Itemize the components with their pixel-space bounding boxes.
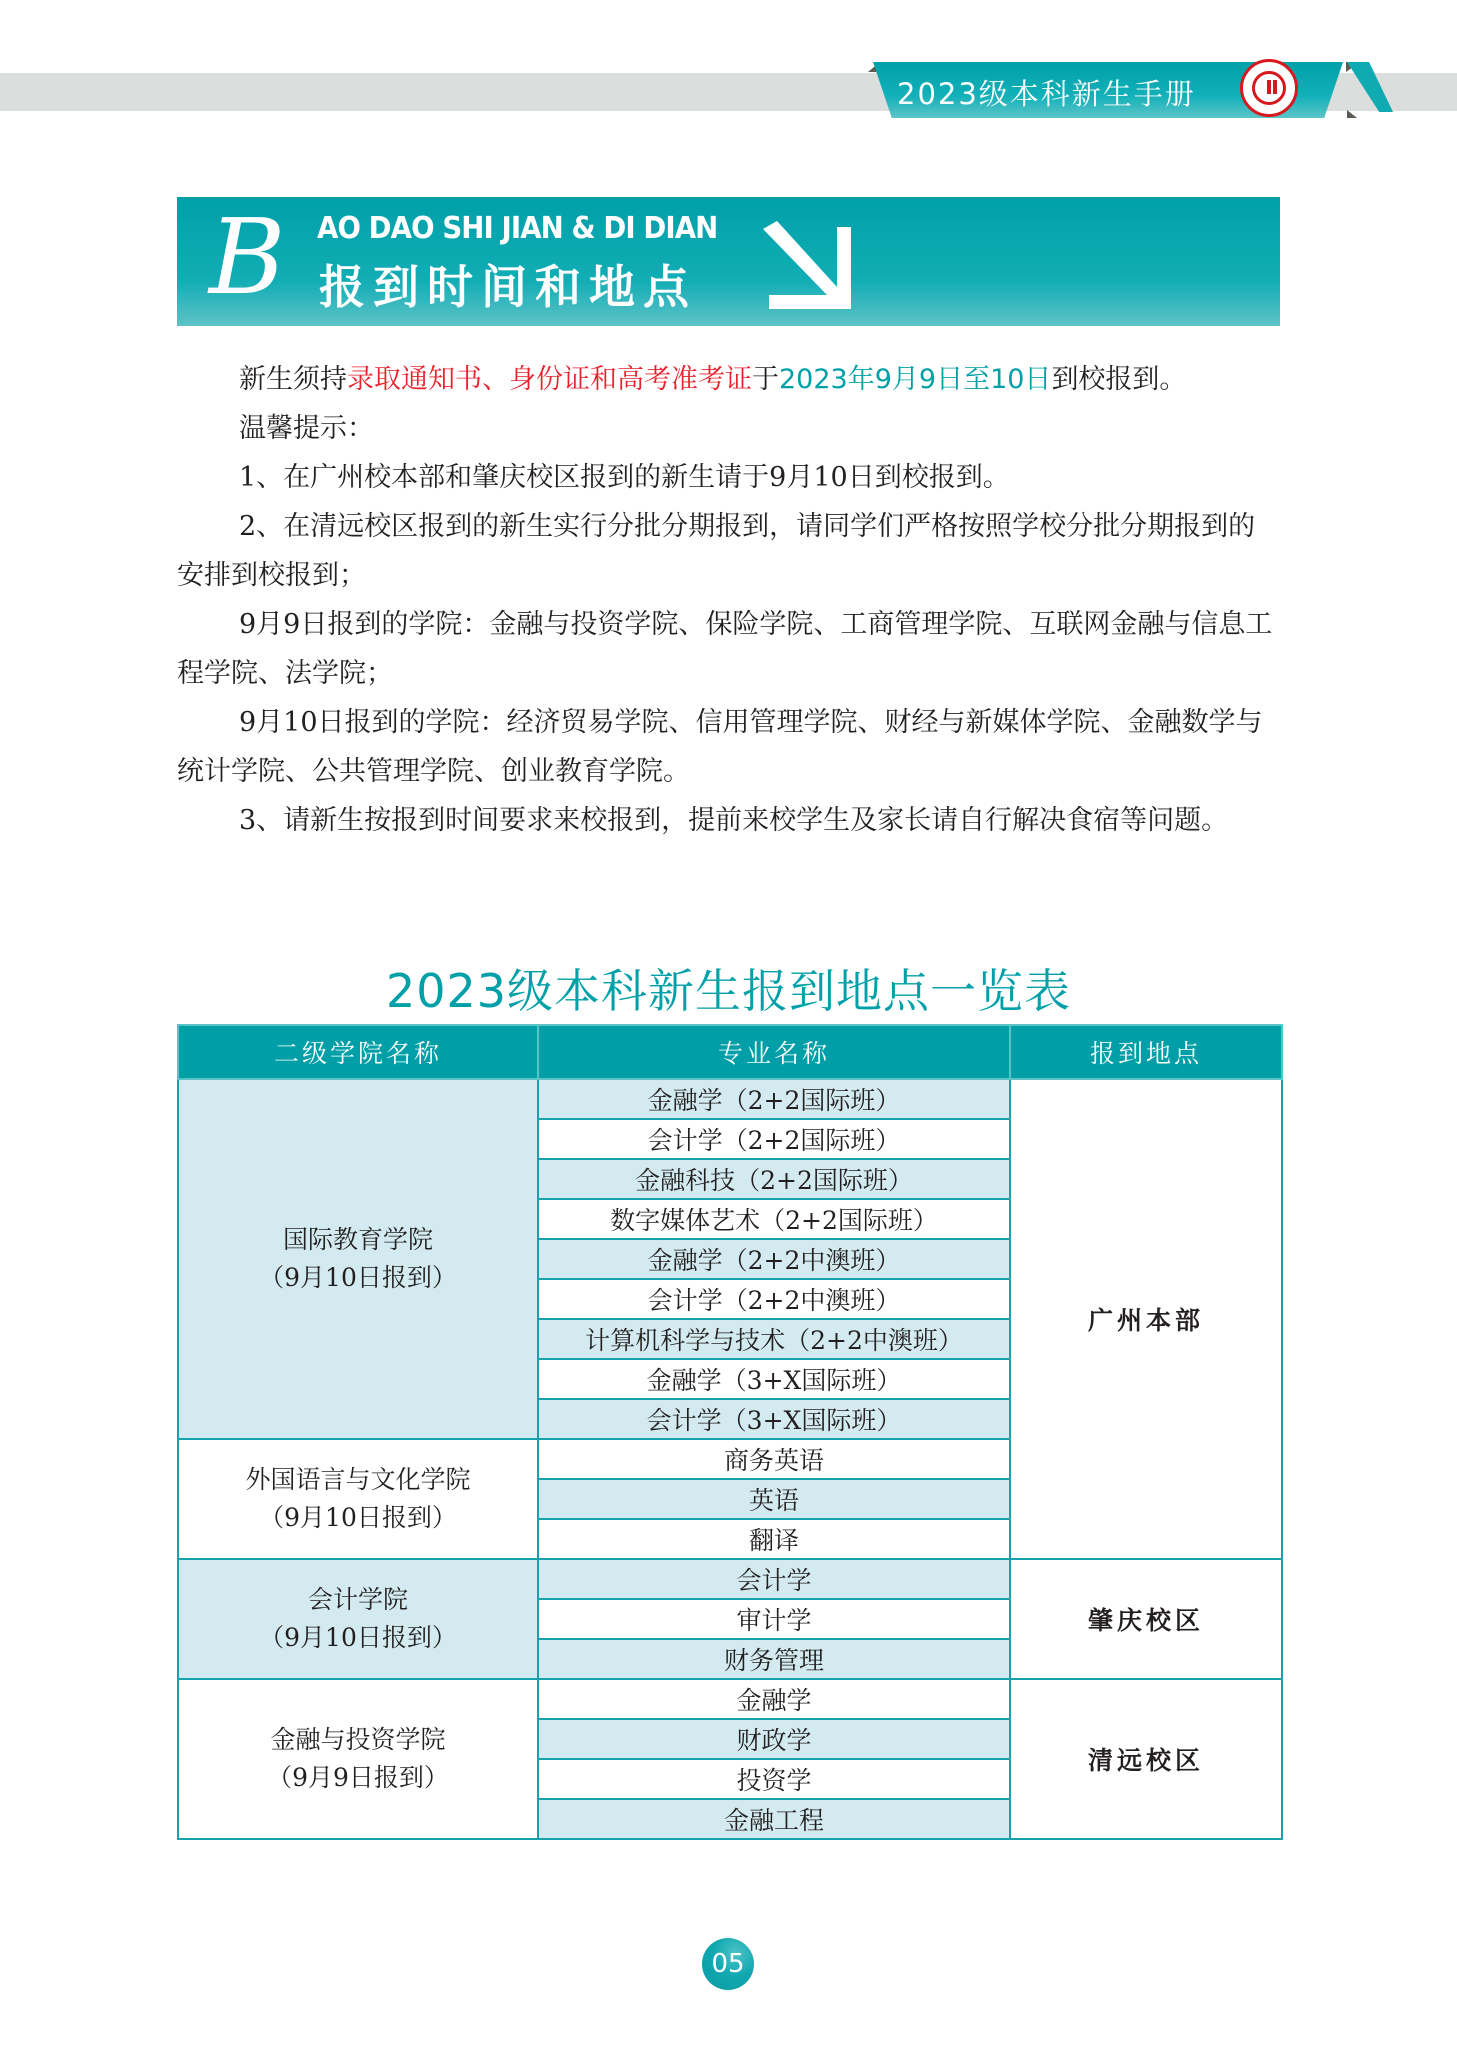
table-title: 2023级本科新生报到地点一览表 [385,964,1072,1018]
college-cell [178,1679,538,1839]
intro-paragraph [177,355,1280,404]
college-date: （9月9日报到） [267,1763,449,1792]
section-banner [177,197,1280,326]
section-title: 报到时间和地点 [319,260,697,314]
tips-heading: 温馨提示： [239,413,374,444]
major-cell: 会计学（3+X国际班） [538,1399,1010,1439]
major-cell: 会计学（2+2国际班） [538,1119,1010,1159]
tip-item: 1、在广州校本部和肇庆校区报到的新生请于9月10日到校报到。 [239,462,1010,493]
college-name: 国际教育学院 [282,1225,433,1254]
section-pinyin: AO DAO SHI JIAN & DI DIAN [317,211,718,246]
tip-item: 9月9日报到的学院：金融与投资学院、保险学院、工商管理学院、互联网金融与信息工程学院、法学院； [177,609,1273,689]
section-letter: B [209,196,286,318]
intro-prefix: 新生须持 [239,364,347,395]
major-cell: 英语 [538,1479,1010,1519]
tip-item: 3、请新生按报到时间要求来校报到，提前来校学生及家长请自行解决食宿等问题。 [239,805,1229,836]
major-cell: 金融学 [538,1679,1010,1719]
arrow-down-right-icon [763,221,853,311]
major-cell: 金融工程 [538,1799,1010,1839]
location-cell: 清远校区 [1010,1679,1282,1839]
major-cell: 审计学 [538,1599,1010,1639]
college-name: 外国语言与文化学院 [245,1465,471,1494]
college-date: （9月10日报到） [259,1623,457,1652]
ribbon-fold [1347,110,1357,118]
major-cell: 数字媒体艺术（2+2国际班） [538,1199,1010,1239]
required-documents: 录取通知书、身份证和高考准考证 [347,364,752,395]
college-name: 金融与投资学院 [270,1725,446,1754]
intro-mid: 于 [752,364,779,395]
major-cell: 财务管理 [538,1639,1010,1679]
major-cell: 会计学 [538,1559,1010,1599]
major-cell: 投资学 [538,1759,1010,1799]
intro-suffix: 到校报到。 [1051,364,1187,395]
page-number: 05 [702,1938,754,1990]
college-name: 会计学院 [307,1585,408,1614]
header-major: 专业名称 [538,1025,1010,1079]
major-cell: 金融科技（2+2国际班） [538,1159,1010,1199]
tip-item: 2、在清远校区报到的新生实行分批分期报到，请同学们严格按照学校分批分期报到的安排到校报到； [177,511,1256,591]
handbook-title: 2023级本科新生手册 [897,77,1196,111]
location-cell: 广州本部 [1010,1079,1282,1559]
intro-block [177,355,1280,845]
college-cell [178,1439,538,1559]
college-cell [178,1559,538,1679]
college-date: （9月10日报到） [259,1263,457,1292]
major-cell: 金融学（2+2中澳班） [538,1239,1010,1279]
header-location: 报到地点 [1010,1025,1282,1079]
location-table [177,1024,1283,1840]
table-row [178,1559,1282,1599]
major-cell: 计算机科学与技术（2+2中澳班） [538,1319,1010,1359]
tip-item: 9月10日报到的学院：经济贸易学院、信用管理学院、财经与新媒体学院、金融数学与统计学院、公共管理学院、创业教育学院。 [177,707,1263,787]
table-row [178,1079,1282,1119]
major-cell: 会计学（2+2中澳班） [538,1279,1010,1319]
major-cell: 翻译 [538,1519,1010,1559]
university-seal-icon [1240,59,1298,117]
table-header-row [178,1025,1282,1079]
major-cell: 金融学（2+2国际班） [538,1079,1010,1119]
major-cell: 金融学（3+X国际班） [538,1359,1010,1399]
major-cell: 商务英语 [538,1439,1010,1479]
college-date: （9月10日报到） [259,1503,457,1532]
header-college: 二级学院名称 [178,1025,538,1079]
location-cell: 肇庆校区 [1010,1559,1282,1679]
report-dates: 2023年9月9日至10日 [779,364,1052,395]
major-cell: 财政学 [538,1719,1010,1759]
college-cell [178,1079,538,1439]
table-row [178,1679,1282,1719]
